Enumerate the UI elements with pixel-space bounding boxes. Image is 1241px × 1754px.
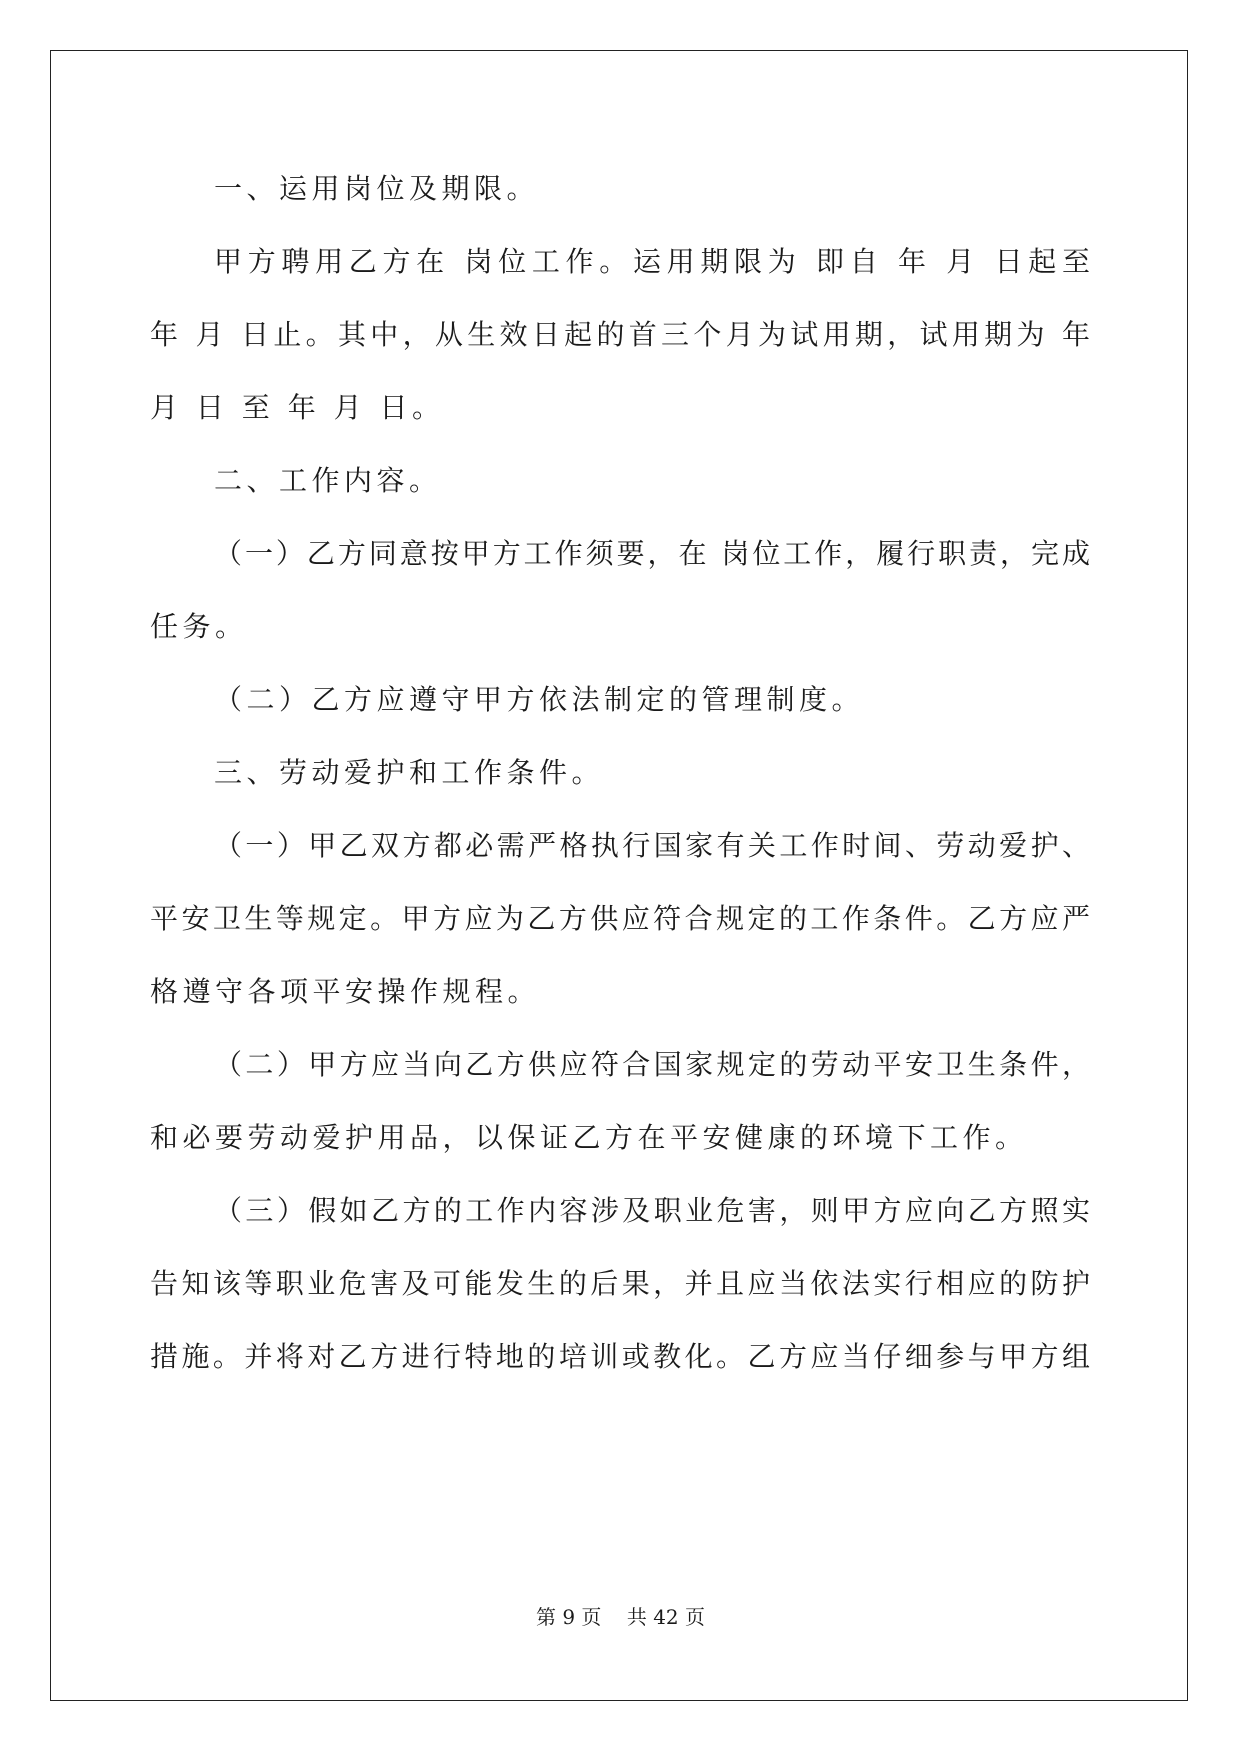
paragraph-line: 甲方聘用乙方在 岗位工作。运用期限为 即自 年 月 日起至	[214, 245, 1090, 278]
paragraph-line: 和必要劳动爱护用品，以保证乙方在平安健康的环境下工作。	[150, 1121, 1028, 1154]
paragraph-line: （二）乙方应遵守甲方依法制定的管理制度。	[214, 683, 865, 716]
paragraph-line: （一）乙方同意按甲方工作须要，在 岗位工作，履行职责，完成	[214, 537, 1090, 570]
paragraph-line: 告知该等职业危害及可能发生的后果，并且应当依法实行相应的防护	[150, 1267, 1090, 1300]
page-number-footer: 第 9 页 共 42 页	[535, 1605, 706, 1629]
paragraph-line: 格遵守各项平安操作规程。	[150, 975, 541, 1008]
paragraph-line: 年 月 日止。其中，从生效日起的首三个月为试用期，试用期为 年	[150, 318, 1090, 351]
paragraph-line: 任务。	[150, 610, 248, 643]
page-border	[50, 50, 1188, 1701]
section-heading-3: 三、劳动爱护和工作条件。	[214, 756, 605, 789]
paragraph-line: （二）甲方应当向乙方供应符合国家规定的劳动平安卫生条件，	[214, 1048, 1090, 1081]
paragraph-line: （一）甲乙双方都必需严格执行国家有关工作时间、劳动爱护、	[214, 829, 1090, 862]
section-heading-1: 一、运用岗位及期限。	[214, 172, 540, 205]
paragraph-line: （三）假如乙方的工作内容涉及职业危害，则甲方应向乙方照实	[214, 1194, 1090, 1227]
section-heading-2: 二、工作内容。	[214, 464, 442, 497]
paragraph-line: 月 日 至 年 月 日。	[150, 391, 445, 424]
paragraph-line: 措施。并将对乙方进行特地的培训或教化。乙方应当仔细参与甲方组	[150, 1340, 1090, 1373]
paragraph-line: 平安卫生等规定。甲方应为乙方供应符合规定的工作条件。乙方应严	[150, 902, 1090, 935]
